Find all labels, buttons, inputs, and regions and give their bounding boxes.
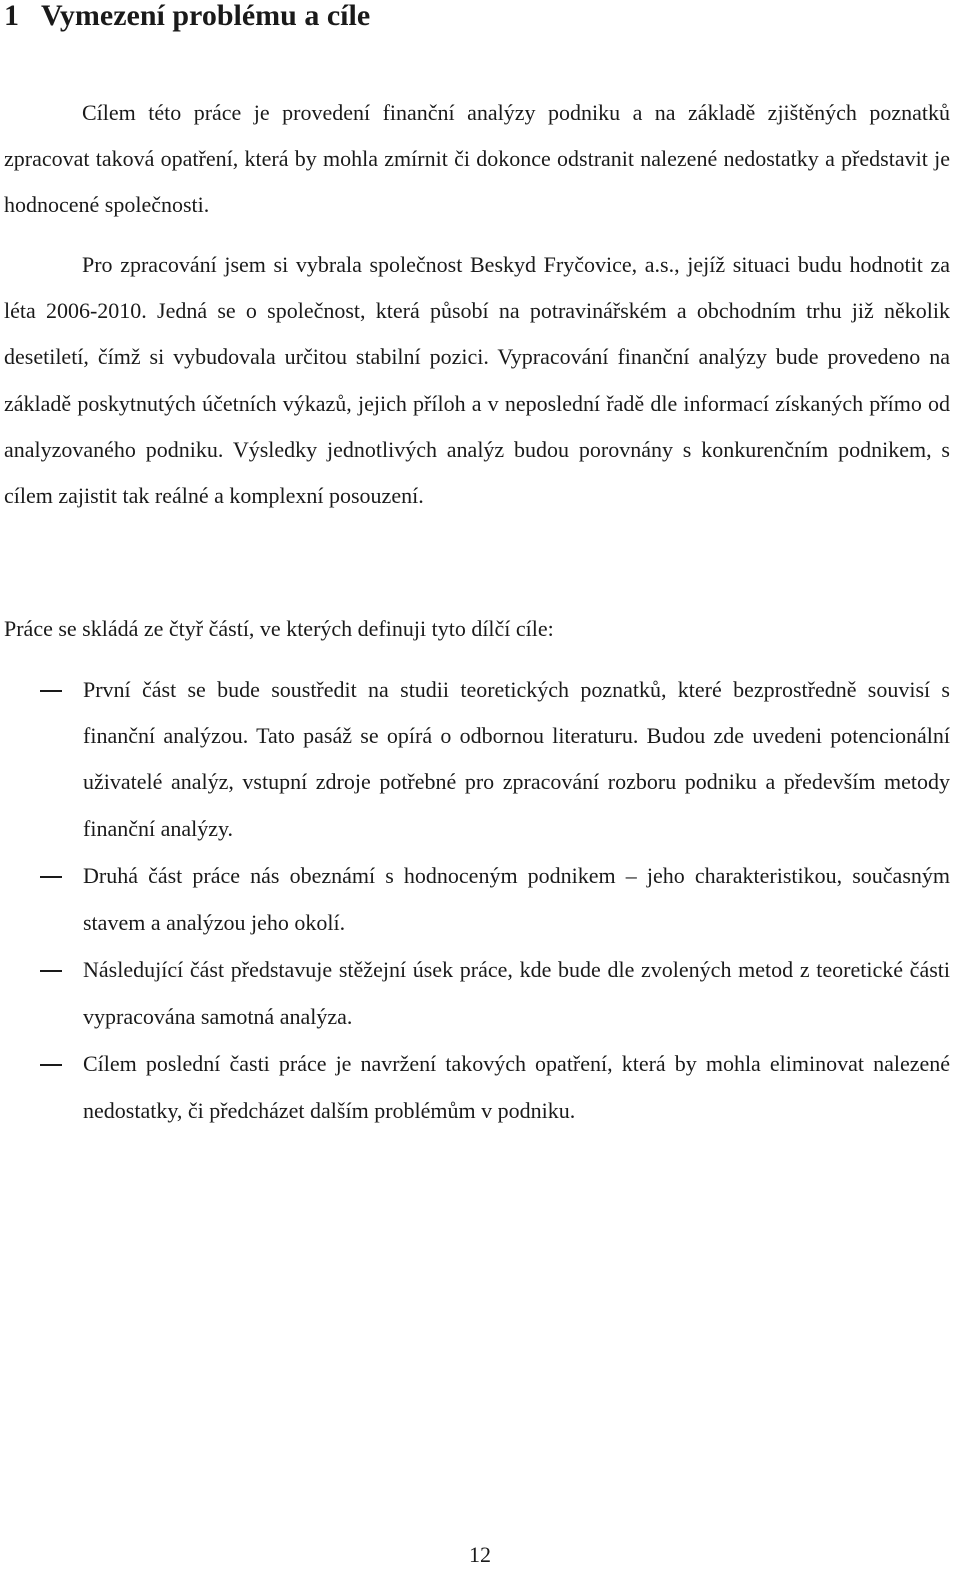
dash-bullet-icon [40, 876, 62, 878]
list-item [0, 853, 950, 945]
chapter-heading [4, 0, 370, 36]
list-item-text: Cílem poslední časti práce je navržení takových opatření, která by mohla eliminovat nalezené nedostatky, či předcházet dalším problémům v podniku. [83, 1051, 950, 1123]
list-item [0, 667, 950, 852]
structure-paragraph: Práce se skládá ze čtyř částí, ve kterých definuji tyto dílčí cíle: [4, 616, 554, 641]
list-item-text: První část se bude soustředit na studii teoretických poznatků, které bezprostředně souvisí s finanční analýzou. Tato pasáž se opírá o odbornou literaturu. Budou zde uvedeni potencionální uživatelé analýz, vstupní zdroje potřebné pro zpracování rozboru podniku a především metody finanční analýzy. [83, 677, 950, 841]
list-item-text: Následující část představuje stěžejní úsek práce, kde bude dle zvolených metod z teoretické části vypracována samotná analýza. [83, 957, 950, 1029]
chapter-title-text: Vymezení problému a cíle [41, 0, 371, 32]
company-paragraph: Pro zpracování jsem si vybrala společnost Beskyd Fryčovice, a.s., jejíž situaci budu hodnotit za léta 2006-2010. Jedná se o společnost, která působí na potravinářském a obchodním trhu již několik desetiletí, čímž si vybudovala určitou stabilní pozici. Vypracování finanční analýzy bude provedeno na základě poskytnutých účetních výkazů, jejich příloh a v neposlední řadě dle informací získaných přímo od analyzovaného podniku. Výsledky jednotlivých analýz budou porovnány s konkurenčním podnikem, s cílem zajistit tak reálné a komplexní posouzení. [4, 252, 950, 509]
intro-paragraph: Cílem této práce je provedení finanční analýzy podniku a na základě zjištěných poznatků zpracovat taková opatření, která by mohla zmírnit či dokonce odstranit nalezené nedostatky a představit je hodnocené společnosti. [4, 100, 950, 218]
list-item [0, 1041, 950, 1133]
list-item-text: Druhá část práce nás obeznámí s hodnoceným podnikem – jeho charakteristikou, současným stavem a analýzou jeho okolí. [83, 863, 950, 935]
dash-bullet-icon [40, 690, 62, 692]
chapter-number: 1 [4, 0, 19, 32]
dash-bullet-icon [40, 1064, 62, 1066]
goals-list [0, 667, 950, 1135]
list-item [0, 947, 950, 1039]
page-number: 12 [469, 1542, 491, 1567]
dash-bullet-icon [40, 970, 62, 972]
